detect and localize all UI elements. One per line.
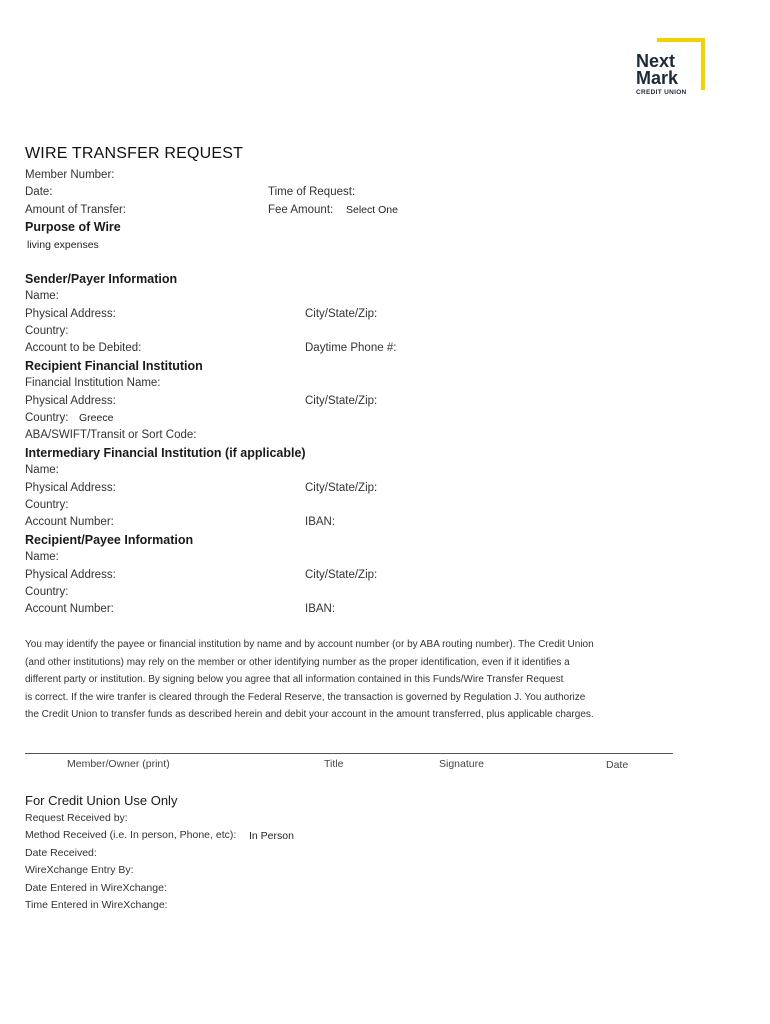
recipient-fi-address-label: Physical Address: (25, 395, 116, 407)
fee-amount-select[interactable]: Select One (346, 204, 398, 216)
page-title: WIRE TRANSFER REQUEST (25, 145, 244, 162)
payee-country-label: Country: (25, 586, 69, 598)
disclaimer-paragraph (25, 636, 685, 724)
recipient-fi-city-label: City/State/Zip: (305, 395, 378, 407)
received-by-label: Request Received by: (25, 812, 128, 824)
recipient-fi-name-label: Financial Institution Name: (25, 377, 161, 389)
date-received-label: Date Received: (25, 847, 97, 859)
logo-word-mark: Mark (636, 68, 679, 88)
intermediary-account-label: Account Number: (25, 516, 114, 528)
payee-account-label: Account Number: (25, 603, 114, 615)
sender-phone-label: Daytime Phone #: (305, 342, 397, 354)
sender-city-label: City/State/Zip: (305, 308, 378, 320)
recipient-fi-country-value[interactable]: Greece (79, 412, 114, 424)
fee-amount-label: Fee Amount: (268, 204, 334, 216)
sender-heading: Sender/Payer Information (25, 272, 178, 286)
intermediary-name-label: Name: (25, 464, 59, 476)
entry-by-label: WireXchange Entry By: (25, 864, 134, 876)
sender-name-label: Name: (25, 290, 59, 302)
intermediary-city-label: City/State/Zip: (305, 482, 378, 494)
disclaimer-line: is correct. If the wire tranfer is cleared through the Federal Reserve, the transaction is governed by Regulation J. You authorize (25, 691, 586, 703)
member-print-label: Member/Owner (print) (67, 758, 170, 770)
time-entered-label: Time Entered in WireXchange: (25, 899, 168, 911)
amount-label: Amount of Transfer: (25, 204, 126, 216)
payee-address-label: Physical Address: (25, 569, 116, 581)
signature-label: Signature (439, 758, 484, 770)
time-of-request-label: Time of Request: (268, 186, 356, 198)
intermediary-country-label: Country: (25, 499, 69, 511)
purpose-value[interactable]: living expenses (27, 239, 99, 251)
logo-subtitle: CREDIT UNION (636, 89, 687, 96)
title-label: Title (324, 758, 344, 770)
signature-line[interactable] (25, 753, 673, 754)
logo-word-next: Next (636, 51, 676, 71)
disclaimer-line: (and other institutions) may rely on the member or other identifying number as the proper identification, even if it identifies a (25, 656, 570, 668)
payee-iban-label: IBAN: (305, 603, 336, 615)
recipient-fi-code-label: ABA/SWIFT/Transit or Sort Code: (25, 429, 197, 441)
payee-city-label: City/State/Zip: (305, 569, 378, 581)
sender-country-label: Country: (25, 325, 69, 337)
intermediary-iban-label: IBAN: (305, 516, 336, 528)
office-use-heading: For Credit Union Use Only (25, 793, 178, 808)
method-received-value[interactable]: In Person (249, 830, 294, 842)
method-received-label: Method Received (i.e. In person, Phone, etc): (25, 829, 237, 841)
recipient-fi-country-label: Country: (25, 412, 69, 424)
disclaimer-line: the Credit Union to transfer funds as described herein and debit your account in the amount transferred, plus applicable charges. (25, 709, 594, 720)
date-entered-label: Date Entered in WireXchange: (25, 882, 167, 894)
payee-heading: Recipient/Payee Information (25, 533, 194, 547)
purpose-heading: Purpose of Wire (25, 220, 121, 234)
credit-union-logo (633, 38, 705, 94)
member-number-label: Member Number: (25, 169, 115, 181)
disclaimer-line: You may identify the payee or financial institution by name and by account number (or by ABA routing number). The Credit Union (25, 639, 594, 650)
date-label: Date: (25, 186, 53, 198)
sender-account-label: Account to be Debited: (25, 342, 142, 354)
date-sign-label: Date (606, 759, 629, 771)
sender-address-label: Physical Address: (25, 308, 116, 320)
disclaimer-line: different party or institution. By signing below you agree that all information contained in this Funds/Wire Transfer Request (25, 674, 564, 685)
intermediary-heading: Intermediary Financial Institution (if applicable) (25, 446, 306, 460)
recipient-fi-heading: Recipient Financial Institution (25, 359, 203, 373)
intermediary-address-label: Physical Address: (25, 482, 116, 494)
payee-name-label: Name: (25, 551, 59, 563)
